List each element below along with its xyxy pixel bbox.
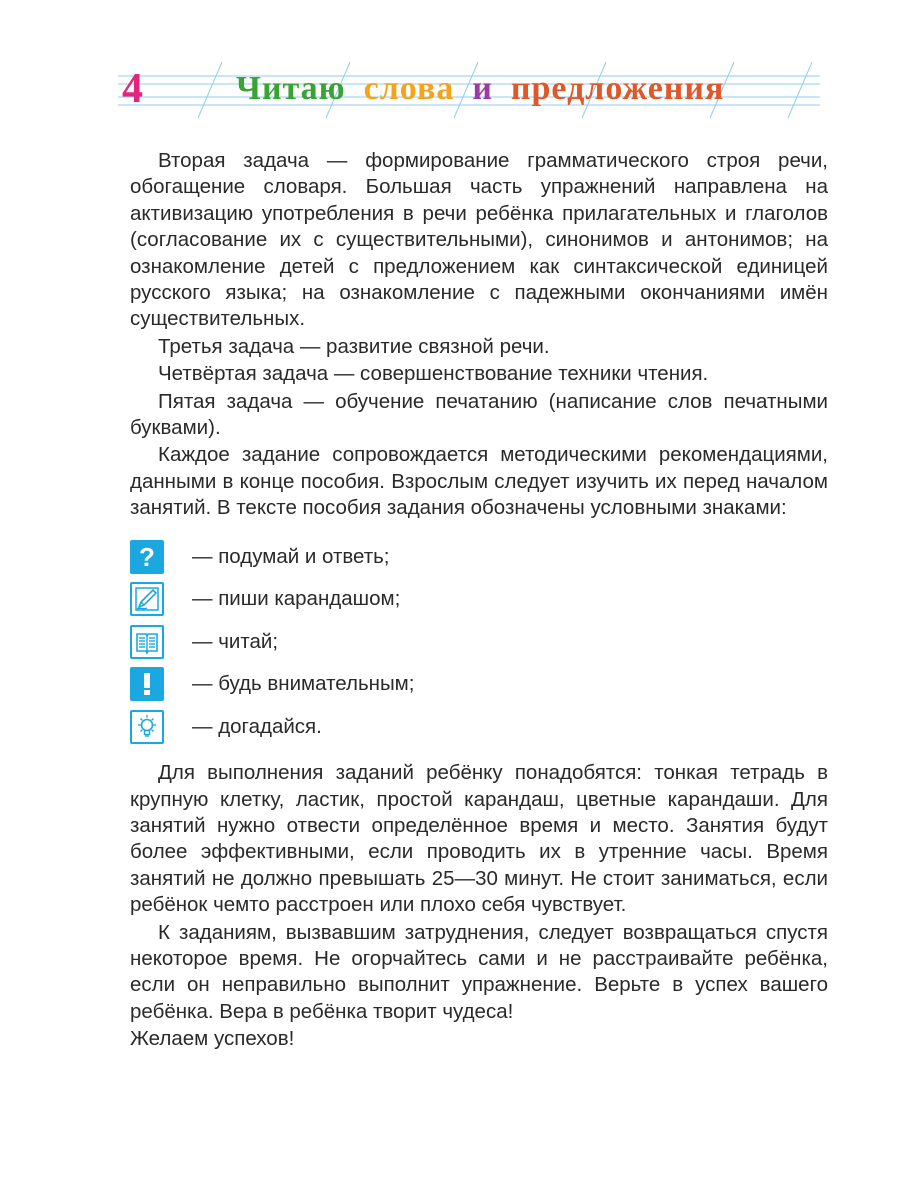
lightbulb-icon: [130, 710, 164, 744]
paragraph: Четвёртая задача — совершенствование техники чтения.: [158, 362, 709, 386]
legend-item: [130, 536, 828, 579]
paragraph: К заданиям, вызвавшим затруднения, следует возвращаться спустя некоторое время. Не огорчайтесь сами и не расстраивайте ребёнка, если он неправильно выполнит упражнение. Верьте в успех вашего ребёнка. Вера в ребёнка творит чудеса!: [130, 920, 828, 1023]
legend-text: — будь внимательным;: [192, 672, 415, 696]
pencil-icon: [130, 582, 164, 616]
paragraph: Каждое задание сопровождается методическими рекомендациями, данными в конце пособия. Взрослым следует изучить их перед началом занятий. В тексте пособия задания обозначены условными знаками:: [130, 443, 828, 520]
title-word: слова: [363, 70, 455, 107]
legend-item: [130, 621, 828, 664]
title-word: предложения: [510, 70, 725, 107]
page-header: [0, 0, 900, 140]
question-icon: [130, 540, 164, 574]
closing-line: Желаем успехов!: [130, 1027, 295, 1051]
legend-text: — читай;: [192, 629, 279, 653]
page-body: [130, 148, 828, 1053]
legend-text: — догадайся.: [192, 714, 322, 738]
page-number: 4: [122, 66, 143, 112]
legend-item: [130, 706, 828, 749]
svg-text:?: ?: [139, 543, 155, 570]
title-word: Читаю: [236, 70, 346, 107]
paragraph: Для выполнения заданий ребёнку понадобятся: тонкая тетрадь в крупную клетку, ластик, простой карандаш, цветные карандаши. Для занятий нужно отвести определённое время и место. Занятия будут более эффективными, если проводить их в утренние часы. Время занятий не должно превышать 25—30 минут. Не стоит заниматься, если ребёнок чемто расстроен или плохо себя чувствует.: [130, 761, 828, 917]
legend-text: — пиши карандашом;: [192, 587, 401, 611]
symbol-legend: [130, 536, 828, 749]
page-title: [236, 72, 742, 106]
legend-text: — подумай и ответь;: [192, 544, 390, 568]
legend-item: [130, 578, 828, 621]
legend-item: [130, 663, 828, 706]
paragraph: Вторая задача — формирование грамматического строя речи, обогащение словаря. Большая часть упражнений направлена на активизацию употребления в речи ребёнка прилагательных и глаголов (согласование их с существительными), синонимов и антонимов; на ознакомление детей с предложением как синтаксической единицей русского языка; на ознакомление с падежными окончаниями имён существительных.: [130, 149, 828, 331]
paragraph: Третья задача — развитие связной речи.: [158, 334, 550, 358]
paragraph: Пятая задача — обучение печатанию (написание слов печатными буквами).: [130, 389, 828, 440]
book-icon: [130, 625, 164, 659]
title-word: и: [472, 70, 493, 107]
exclamation-icon: [130, 667, 164, 701]
